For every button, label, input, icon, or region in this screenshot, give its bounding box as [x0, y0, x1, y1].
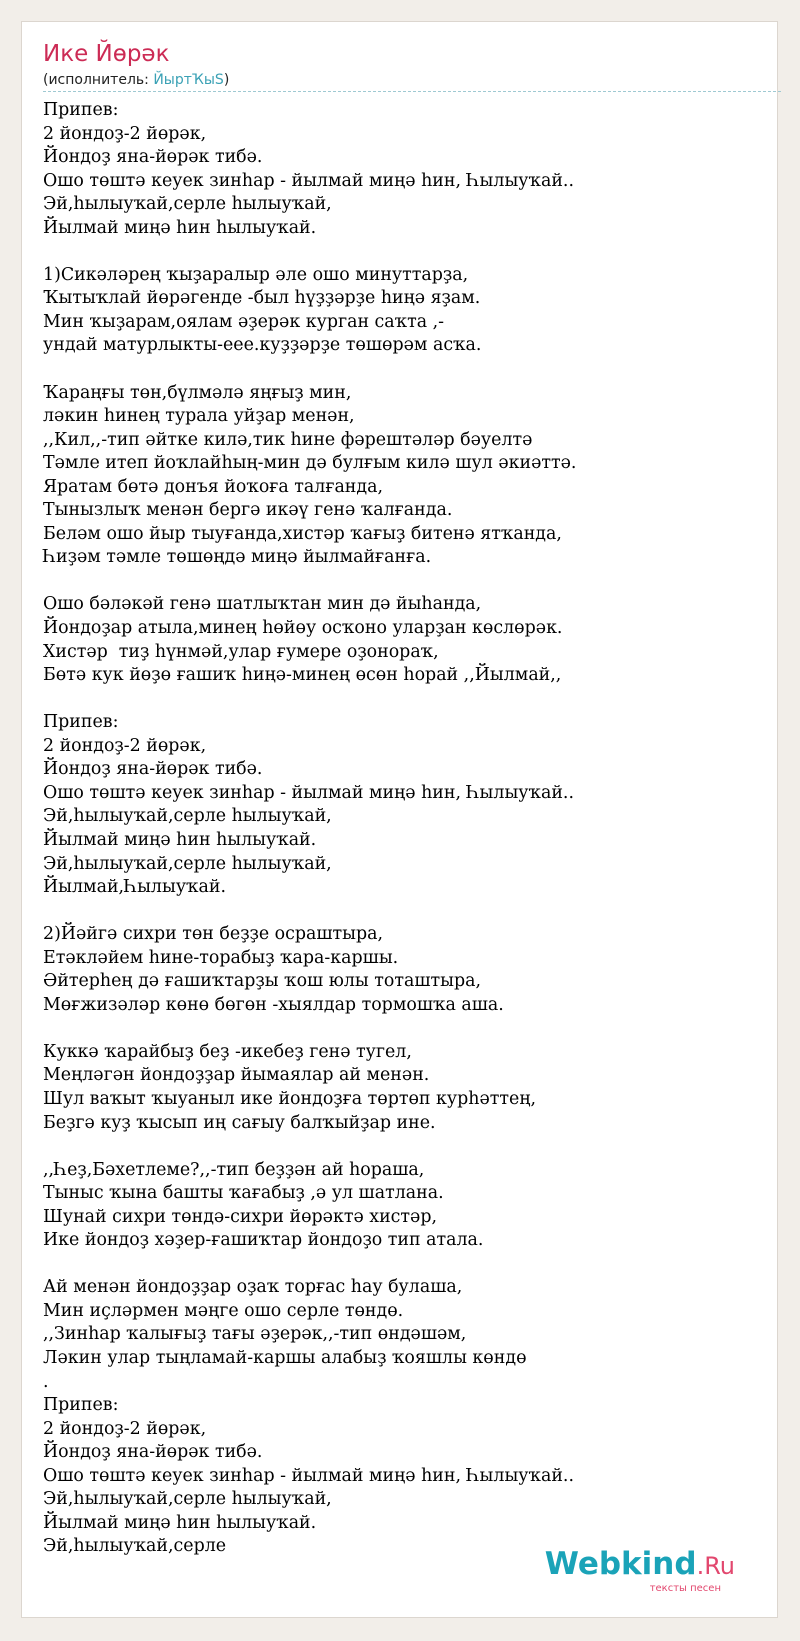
- lyric-line: Йылмай,Һылыуҡай.: [43, 877, 227, 898]
- lyrics-text: [43, 99, 773, 1559]
- lyric-line: Йылмай миңә һин һылыуҡай.: [43, 217, 317, 238]
- lyric-line: Бөтә кук йөҙө ғашиҡ һиңә-минең өсөн һорай ,,Йылмай,,: [43, 665, 562, 686]
- lyric-line: Ошо төштә кеуек зинһар - йылмай миңә һин, Һылыуҡай..: [43, 1465, 574, 1486]
- lyric-line: Йондоҙар атыла,минең һөйөу осҡоно уларҙан көслөрәк.: [43, 618, 563, 639]
- lyric-line: Припев:: [43, 712, 119, 733]
- lyric-line: Ошо төштә кеуек зинһар - йылмай миңә һин, Һылыуҡай..: [43, 782, 574, 803]
- lyric-line: Эй,һылыуҡай,серле һылыуҡай,: [43, 194, 332, 215]
- logo-tagline: тексты песен: [649, 1583, 721, 1594]
- lyric-line: Һиҙәм тәмле төшөңдә миңә йылмайғанға.: [43, 547, 432, 568]
- lyric-line: 2 йондоҙ-2 йөрәк,: [43, 1418, 207, 1439]
- lyric-line: Ошо төштә кеуек зинһар - йылмай миңә һин, Һылыуҡай..: [43, 170, 574, 191]
- webkind-logo[interactable]: [545, 1547, 735, 1594]
- lyric-line: [43, 570, 773, 594]
- lyric-line: Меңләгән йондоҙҙар йымаялар ай менән.: [43, 1065, 430, 1086]
- lyric-line: Беләм ошо йыр тыуғанда,хистәр ҡағыҙ битенә ятҡанда,: [43, 523, 562, 544]
- song-title: Ике Йөрәк: [43, 41, 170, 67]
- lyric-line: Ике йондоҙ хәҙер-ғашиҡтар йондоҙо тип атала.: [43, 1230, 484, 1251]
- lyric-line: ,,Зинһар ҡалығыҙ тағы әҙерәк,,-тип өндәшәм,: [43, 1324, 467, 1345]
- lyric-line: [43, 358, 773, 382]
- lyric-line: Припев:: [43, 1395, 119, 1416]
- lyric-line: Әйтерһең дә ғашиҡтарҙы ҡош юлы тоташтыра,: [43, 971, 482, 992]
- lyric-line: [43, 688, 773, 712]
- lyric-line: Эй,һылыуҡай,серле һылыуҡай,: [43, 806, 332, 827]
- lyric-line: ләкин һинең турала уйҙар менән,: [43, 406, 355, 427]
- logo-wordmark: [545, 1547, 735, 1583]
- lyric-line: 2 йондоҙ-2 йөрәк,: [43, 735, 207, 756]
- lyric-line: [43, 240, 773, 264]
- lyric-line: Мөғжизәләр көнө бөгөн -хыялдар тормошҡа аша.: [43, 994, 504, 1015]
- lyric-line: Ҡараңғы төн,бүлмәлә яңғыҙ мин,: [43, 382, 352, 403]
- lyric-line: Тыныс ҡына башты ҡағабыҙ ,ә ул шатлана.: [43, 1183, 444, 1204]
- lyric-line: Эй,һылыуҡай,серле: [43, 1536, 227, 1557]
- lyric-line: [43, 900, 773, 924]
- performer-prefix: (исполнитель:: [43, 72, 154, 88]
- lyric-line: Мин иҫләрмен мәңге ошо серле төндө.: [43, 1300, 404, 1321]
- logo-suffix: .Ru: [696, 1552, 735, 1580]
- performer-link[interactable]: ЙыртҠыS: [153, 72, 224, 88]
- lyric-line: [43, 1017, 773, 1041]
- lyric-line: Етәкләйем һине-торабыҙ ҡара-каршы.: [43, 947, 399, 968]
- lyric-line: 2)Йәйгә сихри төн беҙҙе осраштыра,: [43, 924, 384, 945]
- lyric-line: 2 йондоҙ-2 йөрәк,: [43, 123, 207, 144]
- lyric-line: Йондоҙ яна-йөрәк тибә.: [43, 1442, 263, 1463]
- lyric-line: ,,Һеҙ,Бәхетлеме?,,-тип беҙҙән ай һораша,: [43, 1159, 425, 1180]
- performer-suffix: ): [223, 72, 230, 88]
- lyric-line: Яратам бөтә донъя йоҡоға талғанда,: [43, 476, 384, 497]
- lyric-line: Тынызлыҡ менән бергә икәү генә ҡалғанда.: [43, 500, 453, 521]
- lyric-line: 1)Сикәләрең ҡыҙаралыр әле ошо минуттарҙа,: [43, 264, 469, 285]
- lyric-line: Куккә ҡарайбыҙ беҙ -икебеҙ генә тугел,: [43, 1041, 412, 1062]
- lyric-line: Эй,һылыуҡай,серле һылыуҡай,: [43, 853, 332, 874]
- divider: [43, 91, 781, 92]
- lyric-line: Тәмле итеп йоҡлайһың-мин дә булғым килә шул әкиәттә.: [43, 453, 577, 474]
- lyric-line: Йылмай миңә һин һылыуҡай.: [43, 1512, 317, 1533]
- lyric-line: [43, 1135, 773, 1159]
- lyric-line: Мин ҡыҙарам,оялам әҙерәк курган саҡта ,-: [43, 311, 445, 332]
- lyric-line: .: [43, 1371, 49, 1392]
- lyric-line: Беҙгә куҙ ҡысып иң сағыу балҡыйҙар ине.: [43, 1112, 436, 1133]
- performer-line: [43, 72, 229, 88]
- lyric-line: Шунай сихри төндә-сихри йөрәктә хистәр,: [43, 1206, 437, 1227]
- lyric-line: Ләкин улар тыңламай-каршы алабыҙ ҡояшлы көндө: [43, 1347, 527, 1368]
- lyric-line: Ҡытыҡлай йөрәгенде -был һүҙҙәрҙе һиңә яҙам.: [43, 288, 481, 309]
- lyric-line: [43, 1253, 773, 1277]
- lyric-line: Йондоҙ яна-йөрәк тибә.: [43, 759, 263, 780]
- logo-brand: Webkind: [544, 1546, 697, 1582]
- lyric-line: Хистәр тиҙ һүнмәй,улар ғумере оҙонораҡ,: [43, 641, 439, 662]
- lyric-line: Эй,һылыуҡай,серле һылыуҡай,: [43, 1489, 332, 1510]
- lyric-line: Припев:: [43, 100, 119, 120]
- lyric-line: ундай матурлыкты-еее.куҙҙәрҙе төшөрәм асҡа.: [43, 335, 482, 356]
- lyric-line: Ай менән йондоҙҙар оҙаҡ торғас һау булаша,: [43, 1277, 463, 1298]
- lyric-line: Йондоҙ яна-йөрәк тибә.: [43, 147, 263, 168]
- lyrics-card: [21, 21, 778, 1618]
- lyric-line: Ошо бәләкәй генә шатлыҡтан мин дә йыһанда,: [43, 594, 482, 615]
- lyric-line: Шул ваҡыт ҡыуаныл ике йондоҙға төртөп курһәттең,: [43, 1088, 536, 1109]
- lyric-line: ,,Кил,,-тип әйтке килә,тик һине фәрештәләр бәуелтә: [43, 429, 533, 450]
- lyric-line: Йылмай миңә һин һылыуҡай.: [43, 829, 317, 850]
